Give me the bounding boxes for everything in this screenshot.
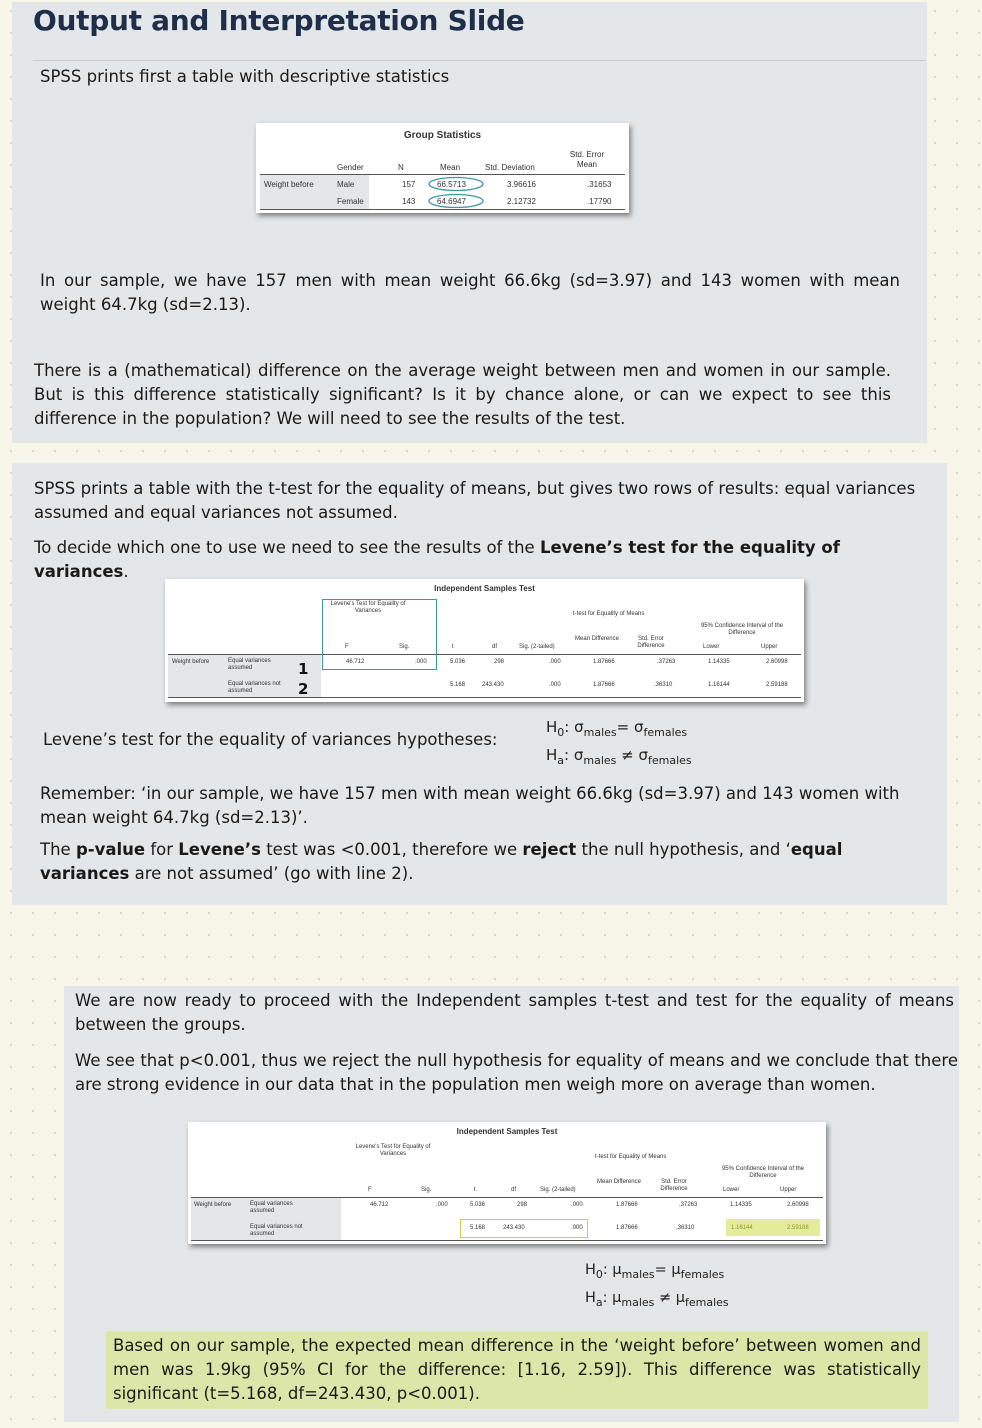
table-cell: 2.12732 [507, 197, 536, 206]
col-header: F [345, 644, 349, 650]
table-cell: 1.87666 [616, 1225, 638, 1231]
ttest-intro: SPSS prints a table with the t-test for the equality of means, but gives two rows of results: equal variances assumed and equal variances not assumed. [34, 479, 916, 522]
table-cell: .000 [571, 1202, 583, 1208]
col-header: Sig. (2-tailed) [519, 644, 555, 650]
table-cell: .000 [571, 1225, 583, 1231]
ttest-highlight-box [460, 1219, 588, 1238]
ttest-header: t-test for Equality of Means [595, 1154, 667, 1160]
row-number-1: 1 [298, 660, 309, 678]
table-cell: 298 [494, 659, 505, 665]
table-cell: .17790 [587, 197, 612, 206]
table-cell: 298 [517, 1202, 528, 1208]
col-header: Sig. (2-tailed) [540, 1187, 576, 1193]
col-header: Lower [703, 644, 720, 650]
table-cell: 46.712 [370, 1202, 389, 1208]
table-cell: 157 [402, 180, 416, 189]
significance-question: There is a (mathematical) difference on the average weight between men and women in our sample. But is this difference statistically significant? Is it by chance alone, or can we expect to see this difference in the population? We will need to see the results of the test. [34, 361, 891, 428]
col-header: t [474, 1187, 476, 1193]
table-cell: 2.60998 [766, 659, 788, 665]
sample-summary: In our sample, we have 157 men with mean weight 66.6kg (sd=3.97) and 143 women with mean weight 64.7kg (sd=2.13). [40, 271, 900, 314]
descriptive-intro: SPSS prints first a table with descriptive statistics [40, 67, 450, 86]
row-label: Weight before [172, 659, 210, 665]
col-header: Std. Error Mean [569, 150, 605, 169]
levene-pvalue-text: The p-value for Levene’s test was <0.001, therefore we reject the null hypothesis, and ‘equal variances are not assumed’ (go with line 2). [40, 840, 843, 883]
mean-highlight-ovals [426, 176, 488, 210]
table-cell: .31653 [587, 180, 612, 189]
row-label: Equal variances assumed [250, 1201, 293, 1214]
table-cell: .36310 [676, 1225, 695, 1231]
col-header: Gender [337, 163, 364, 172]
row-label: Equal variances assumed [228, 658, 271, 671]
col-header: Std. Error Difference [637, 636, 665, 649]
col-header: Sig. [421, 1187, 432, 1193]
table-cell: 1.87666 [593, 682, 615, 688]
group-statistics-table [256, 123, 629, 213]
title-divider [33, 60, 926, 61]
levene-header: Levene's Test for Equality of Variances [355, 1144, 431, 1157]
table-cell: .000 [436, 1202, 448, 1208]
table-cell: 5.168 [450, 682, 466, 688]
table-cell: 243.430 [482, 682, 504, 688]
table-cell: Male [337, 180, 355, 189]
table-cell: 5.036 [470, 1202, 486, 1208]
row-label: Equal variances not assumed [228, 681, 281, 694]
remember-text: Remember: ‘in our sample, we have 157 men with mean weight 66.6kg (sd=3.97) and 143 women with mean weight 64.7kg (sd=2.13)’. [40, 784, 900, 827]
col-header: df [511, 1187, 517, 1193]
col-header: Sig. [399, 644, 410, 650]
table-cell: 2.59188 [766, 682, 788, 688]
conclusion-text: We see that p<0.001, thus we reject the null hypothesis for equality of means and we conclude that there are strong evidence in our data that in the population men weigh more on average than women. [75, 1051, 958, 1094]
table-cell: 1.16144 [708, 682, 730, 688]
table-cell: 5.168 [470, 1225, 486, 1231]
table-cell: 46.712 [346, 659, 365, 665]
means-null-hypothesis: $H_0$: $\mu_{males}= \mu_{females}$ [585, 1262, 725, 1281]
table-cell: .37263 [679, 1202, 698, 1208]
col-header: t [452, 644, 454, 650]
row-label: Equal variances not assumed [250, 1224, 303, 1237]
row-label: Weight before [194, 1202, 232, 1208]
levene-null-hypothesis: $H_0$: $\sigma_{males}= \sigma_{females}$ [546, 718, 688, 739]
row-label: Weight before [264, 180, 314, 189]
ttest-header: t-test for Equality of Means [573, 611, 645, 617]
col-header: Std. Error Difference [660, 1179, 688, 1192]
table-cell: 1.16144 [731, 1225, 753, 1231]
table-cell: 64.6947 [437, 197, 466, 206]
table-cell: 1.14335 [730, 1202, 752, 1208]
col-header: Upper [761, 644, 778, 650]
col-header: Mean Difference [575, 636, 619, 642]
levene-decide: To decide which one to use we need to see the results of the Levene’s test for the equality of variances. [34, 538, 840, 581]
levene-header: Levene's Test for Equality of Variances [330, 601, 406, 614]
table-cell: 143 [402, 197, 416, 206]
ci-header: 95% Confidence Interval of the Difference [700, 623, 784, 636]
col-header: N [398, 163, 404, 172]
table-cell: 2.60998 [787, 1202, 809, 1208]
table-cell: .000 [549, 682, 561, 688]
table-cell: 3.96616 [507, 180, 536, 189]
means-alt-hypothesis: $H_a$: $\mu_{males} \ne \mu_{females}$ [585, 1290, 729, 1309]
table-cell: 1.87666 [593, 659, 615, 665]
table-cell: .37263 [657, 659, 676, 665]
table-cell: .000 [549, 659, 561, 665]
table-cell: Female [337, 197, 364, 206]
col-header: Upper [780, 1187, 797, 1193]
page-title: Output and Interpretation Slide [33, 4, 525, 37]
summary-text: Based on our sample, the expected mean difference in the ‘weight before’ between women and men was 1.9kg (95% CI for the difference: [1.16, 2.59]). This difference was statistically significant (t=5.168, df=243.430, p<0.001). [113, 1336, 921, 1403]
ci-header: 95% Confidence Interval of the Difference [721, 1166, 805, 1179]
col-header: df [492, 644, 498, 650]
table-cell: 1.87666 [616, 1202, 638, 1208]
independent-samples-table-1 [165, 579, 804, 702]
table-cell: 243.430 [503, 1225, 525, 1231]
ready-text: We are now ready to proceed with the Independent samples t-test and test for the equality of means between the groups. [75, 991, 954, 1034]
table-cell: 5.036 [450, 659, 466, 665]
col-header: Mean [440, 163, 461, 172]
table-cell: .36310 [654, 682, 673, 688]
col-header: Lower [723, 1187, 740, 1193]
table-caption: Independent Samples Test [456, 1127, 558, 1136]
levene-alt-hypothesis: $H_a$: $\sigma_{males} \ne \sigma_{females}$ [546, 746, 692, 767]
row-number-2: 2 [298, 680, 309, 698]
col-header: Std. Deviation [485, 163, 535, 172]
table-cell: .000 [415, 659, 427, 665]
independent-samples-table-2 [188, 1122, 826, 1244]
levene-highlight-box [322, 599, 437, 670]
table-cell: 1.14335 [708, 659, 730, 665]
table-caption: Group Statistics [403, 130, 482, 141]
table-cell: 66.5713 [437, 180, 466, 189]
col-header: Mean Difference [597, 1179, 641, 1185]
table-caption: Independent Samples Test [434, 584, 535, 593]
table-cell: 2.59188 [787, 1225, 809, 1231]
levene-hyp-label: Levene’s test for the equality of variances hypotheses: [43, 730, 498, 749]
col-header: F [368, 1187, 372, 1193]
